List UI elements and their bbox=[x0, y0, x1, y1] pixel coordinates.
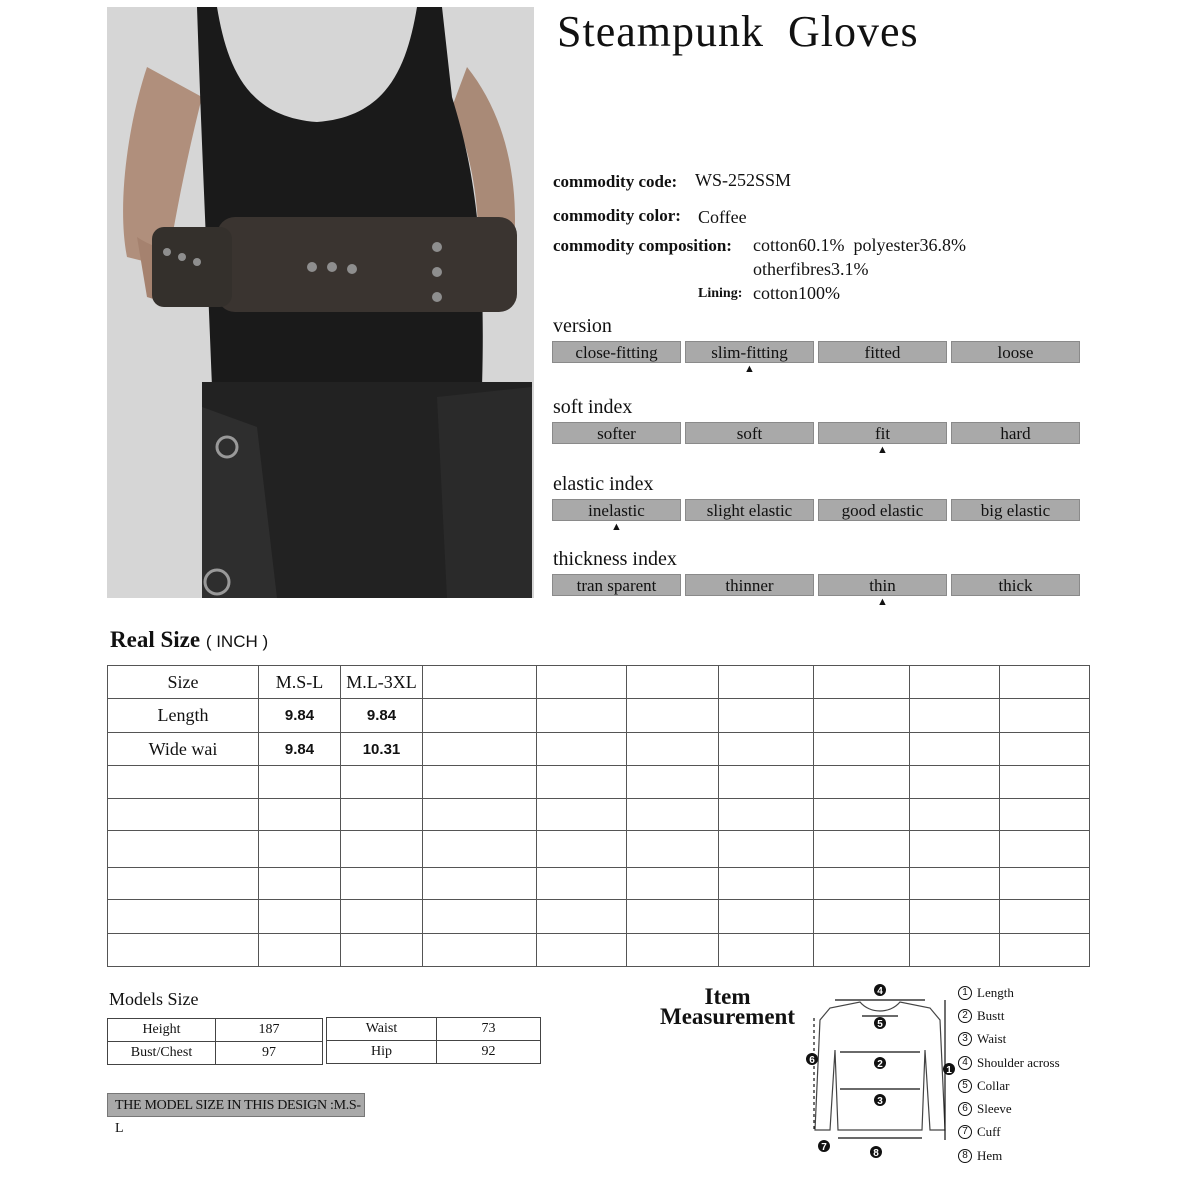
number-circle-icon: 8 bbox=[958, 1149, 972, 1163]
legend-item: 7 Cuff bbox=[958, 1121, 1060, 1144]
models-size-table-left bbox=[107, 1018, 323, 1065]
soft-index-option: hard bbox=[951, 422, 1080, 444]
table-cell: 10.31 bbox=[341, 733, 423, 766]
model-size-note: THE MODEL SIZE IN THIS DESIGN :M.S-L bbox=[107, 1093, 365, 1117]
marker-1-icon: 1 bbox=[946, 1065, 952, 1076]
selected-marker-icon: ▲ bbox=[877, 444, 888, 456]
commodity-code-label: commodity code: bbox=[553, 172, 678, 191]
lining-value: cotton100% bbox=[753, 283, 840, 303]
lining-label: Lining: bbox=[698, 286, 743, 301]
version-option: slim-fitting ▲ bbox=[685, 341, 814, 363]
legend-item: 3 Waist bbox=[958, 1028, 1060, 1051]
table-row bbox=[108, 934, 1090, 967]
elastic-index-scale bbox=[552, 499, 1084, 533]
models-size-title: Models Size bbox=[109, 989, 199, 1009]
table-cell: 92 bbox=[437, 1041, 541, 1064]
soft-index-option: fit ▲ bbox=[818, 422, 947, 444]
table-row bbox=[108, 666, 1090, 699]
thickness-index-option: thinner bbox=[685, 574, 814, 596]
product-photo bbox=[107, 7, 534, 598]
table-row bbox=[108, 766, 1090, 799]
legend-item: 2 Bustt bbox=[958, 1004, 1060, 1027]
table-cell: 73 bbox=[437, 1018, 541, 1041]
table-cell: 187 bbox=[216, 1019, 323, 1042]
selected-marker-icon: ▲ bbox=[877, 596, 888, 608]
table-cell: 9.84 bbox=[259, 699, 341, 733]
selected-marker-icon: ▲ bbox=[744, 363, 755, 375]
table-cell: Size bbox=[108, 666, 259, 699]
measurement-legend bbox=[958, 981, 1060, 1167]
soft-index-option: soft bbox=[685, 422, 814, 444]
elastic-index-title: elastic index bbox=[553, 473, 654, 495]
number-circle-icon: 7 bbox=[958, 1125, 972, 1139]
composition-line-2: otherfibres3.1% bbox=[753, 259, 869, 279]
size-table bbox=[107, 665, 1090, 967]
thickness-index-option: thick bbox=[951, 574, 1080, 596]
table-cell: M.L-3XL bbox=[341, 666, 423, 699]
composition-line-1: cotton60.1% polyester36.8% bbox=[753, 235, 966, 255]
marker-6-icon: 6 bbox=[809, 1055, 815, 1066]
marker-5-icon: 5 bbox=[877, 1019, 883, 1030]
table-row bbox=[108, 900, 1090, 934]
version-option: loose bbox=[951, 341, 1080, 363]
soft-index-option: softer bbox=[552, 422, 681, 444]
table-cell: M.S-L bbox=[259, 666, 341, 699]
table-row bbox=[108, 1019, 323, 1042]
version-option: fitted bbox=[818, 341, 947, 363]
commodity-color-label: commodity color: bbox=[553, 206, 681, 225]
item-measurement-title-line1: Item bbox=[704, 984, 751, 1009]
table-cell: 9.84 bbox=[341, 699, 423, 733]
version-scale bbox=[552, 341, 1084, 375]
selected-marker-icon: ▲ bbox=[611, 521, 622, 533]
table-row bbox=[108, 1042, 323, 1065]
table-cell: Waist bbox=[327, 1018, 437, 1041]
legend-item: 8 Hem bbox=[958, 1144, 1060, 1167]
soft-index-scale bbox=[552, 422, 1084, 456]
table-cell: Bust/Chest bbox=[108, 1042, 216, 1065]
legend-item: 4 Shoulder across bbox=[958, 1051, 1060, 1074]
thickness-index-title: thickness index bbox=[553, 548, 677, 570]
models-size-table-right bbox=[326, 1017, 541, 1064]
table-cell: Wide wai bbox=[108, 733, 259, 766]
legend-item: 5 Collar bbox=[958, 1074, 1060, 1097]
table-cell: Length bbox=[108, 699, 259, 733]
legend-item: 6 Sleeve bbox=[958, 1097, 1060, 1120]
table-cell: 9.84 bbox=[259, 733, 341, 766]
number-circle-icon: 6 bbox=[958, 1102, 972, 1116]
table-cell: 97 bbox=[216, 1042, 323, 1065]
table-row bbox=[327, 1018, 541, 1041]
number-circle-icon: 1 bbox=[958, 986, 972, 1000]
marker-4-icon: 4 bbox=[877, 986, 883, 997]
elastic-index-option: big elastic bbox=[951, 499, 1080, 521]
soft-index-title: soft index bbox=[553, 396, 633, 418]
item-measurement-title-line2: Measurement bbox=[660, 1004, 795, 1029]
item-measurement-title bbox=[660, 984, 795, 1029]
marker-3-icon: 3 bbox=[877, 1096, 883, 1107]
thickness-index-option: tran sparent bbox=[552, 574, 681, 596]
product-title: Steampunk Gloves bbox=[557, 7, 919, 56]
commodity-composition-label: commodity composition: bbox=[553, 236, 732, 255]
table-cell: Hip bbox=[327, 1041, 437, 1064]
number-circle-icon: 2 bbox=[958, 1009, 972, 1023]
elastic-index-option: good elastic bbox=[818, 499, 947, 521]
real-size-unit: ( INCH ) bbox=[205, 632, 269, 651]
legend-item: 1 Length bbox=[958, 981, 1060, 1004]
model-wearing-gloves-image bbox=[107, 7, 534, 598]
table-cell: Height bbox=[108, 1019, 216, 1042]
marker-7-icon: 7 bbox=[821, 1142, 827, 1153]
commodity-color-value: Coffee bbox=[698, 207, 747, 227]
table-row bbox=[108, 831, 1090, 868]
number-circle-icon: 3 bbox=[958, 1032, 972, 1046]
table-row bbox=[108, 733, 1090, 766]
number-circle-icon: 4 bbox=[958, 1056, 972, 1070]
table-row bbox=[108, 799, 1090, 831]
real-size-heading bbox=[110, 627, 268, 653]
table-row bbox=[327, 1041, 541, 1064]
commodity-code-value: WS-252SSM bbox=[695, 170, 792, 190]
version-title: version bbox=[553, 315, 612, 337]
elastic-index-option: slight elastic bbox=[685, 499, 814, 521]
marker-8-icon: 8 bbox=[873, 1148, 879, 1159]
garment-measurement-diagram bbox=[800, 980, 960, 1165]
table-row bbox=[108, 868, 1090, 900]
real-size-title: Real Size bbox=[110, 627, 201, 652]
thickness-index-option: thin ▲ bbox=[818, 574, 947, 596]
number-circle-icon: 5 bbox=[958, 1079, 972, 1093]
table-row bbox=[108, 699, 1090, 733]
version-option: close-fitting bbox=[552, 341, 681, 363]
marker-2-icon: 2 bbox=[877, 1059, 883, 1070]
thickness-index-scale bbox=[552, 574, 1084, 608]
elastic-index-option: inelastic ▲ bbox=[552, 499, 681, 521]
